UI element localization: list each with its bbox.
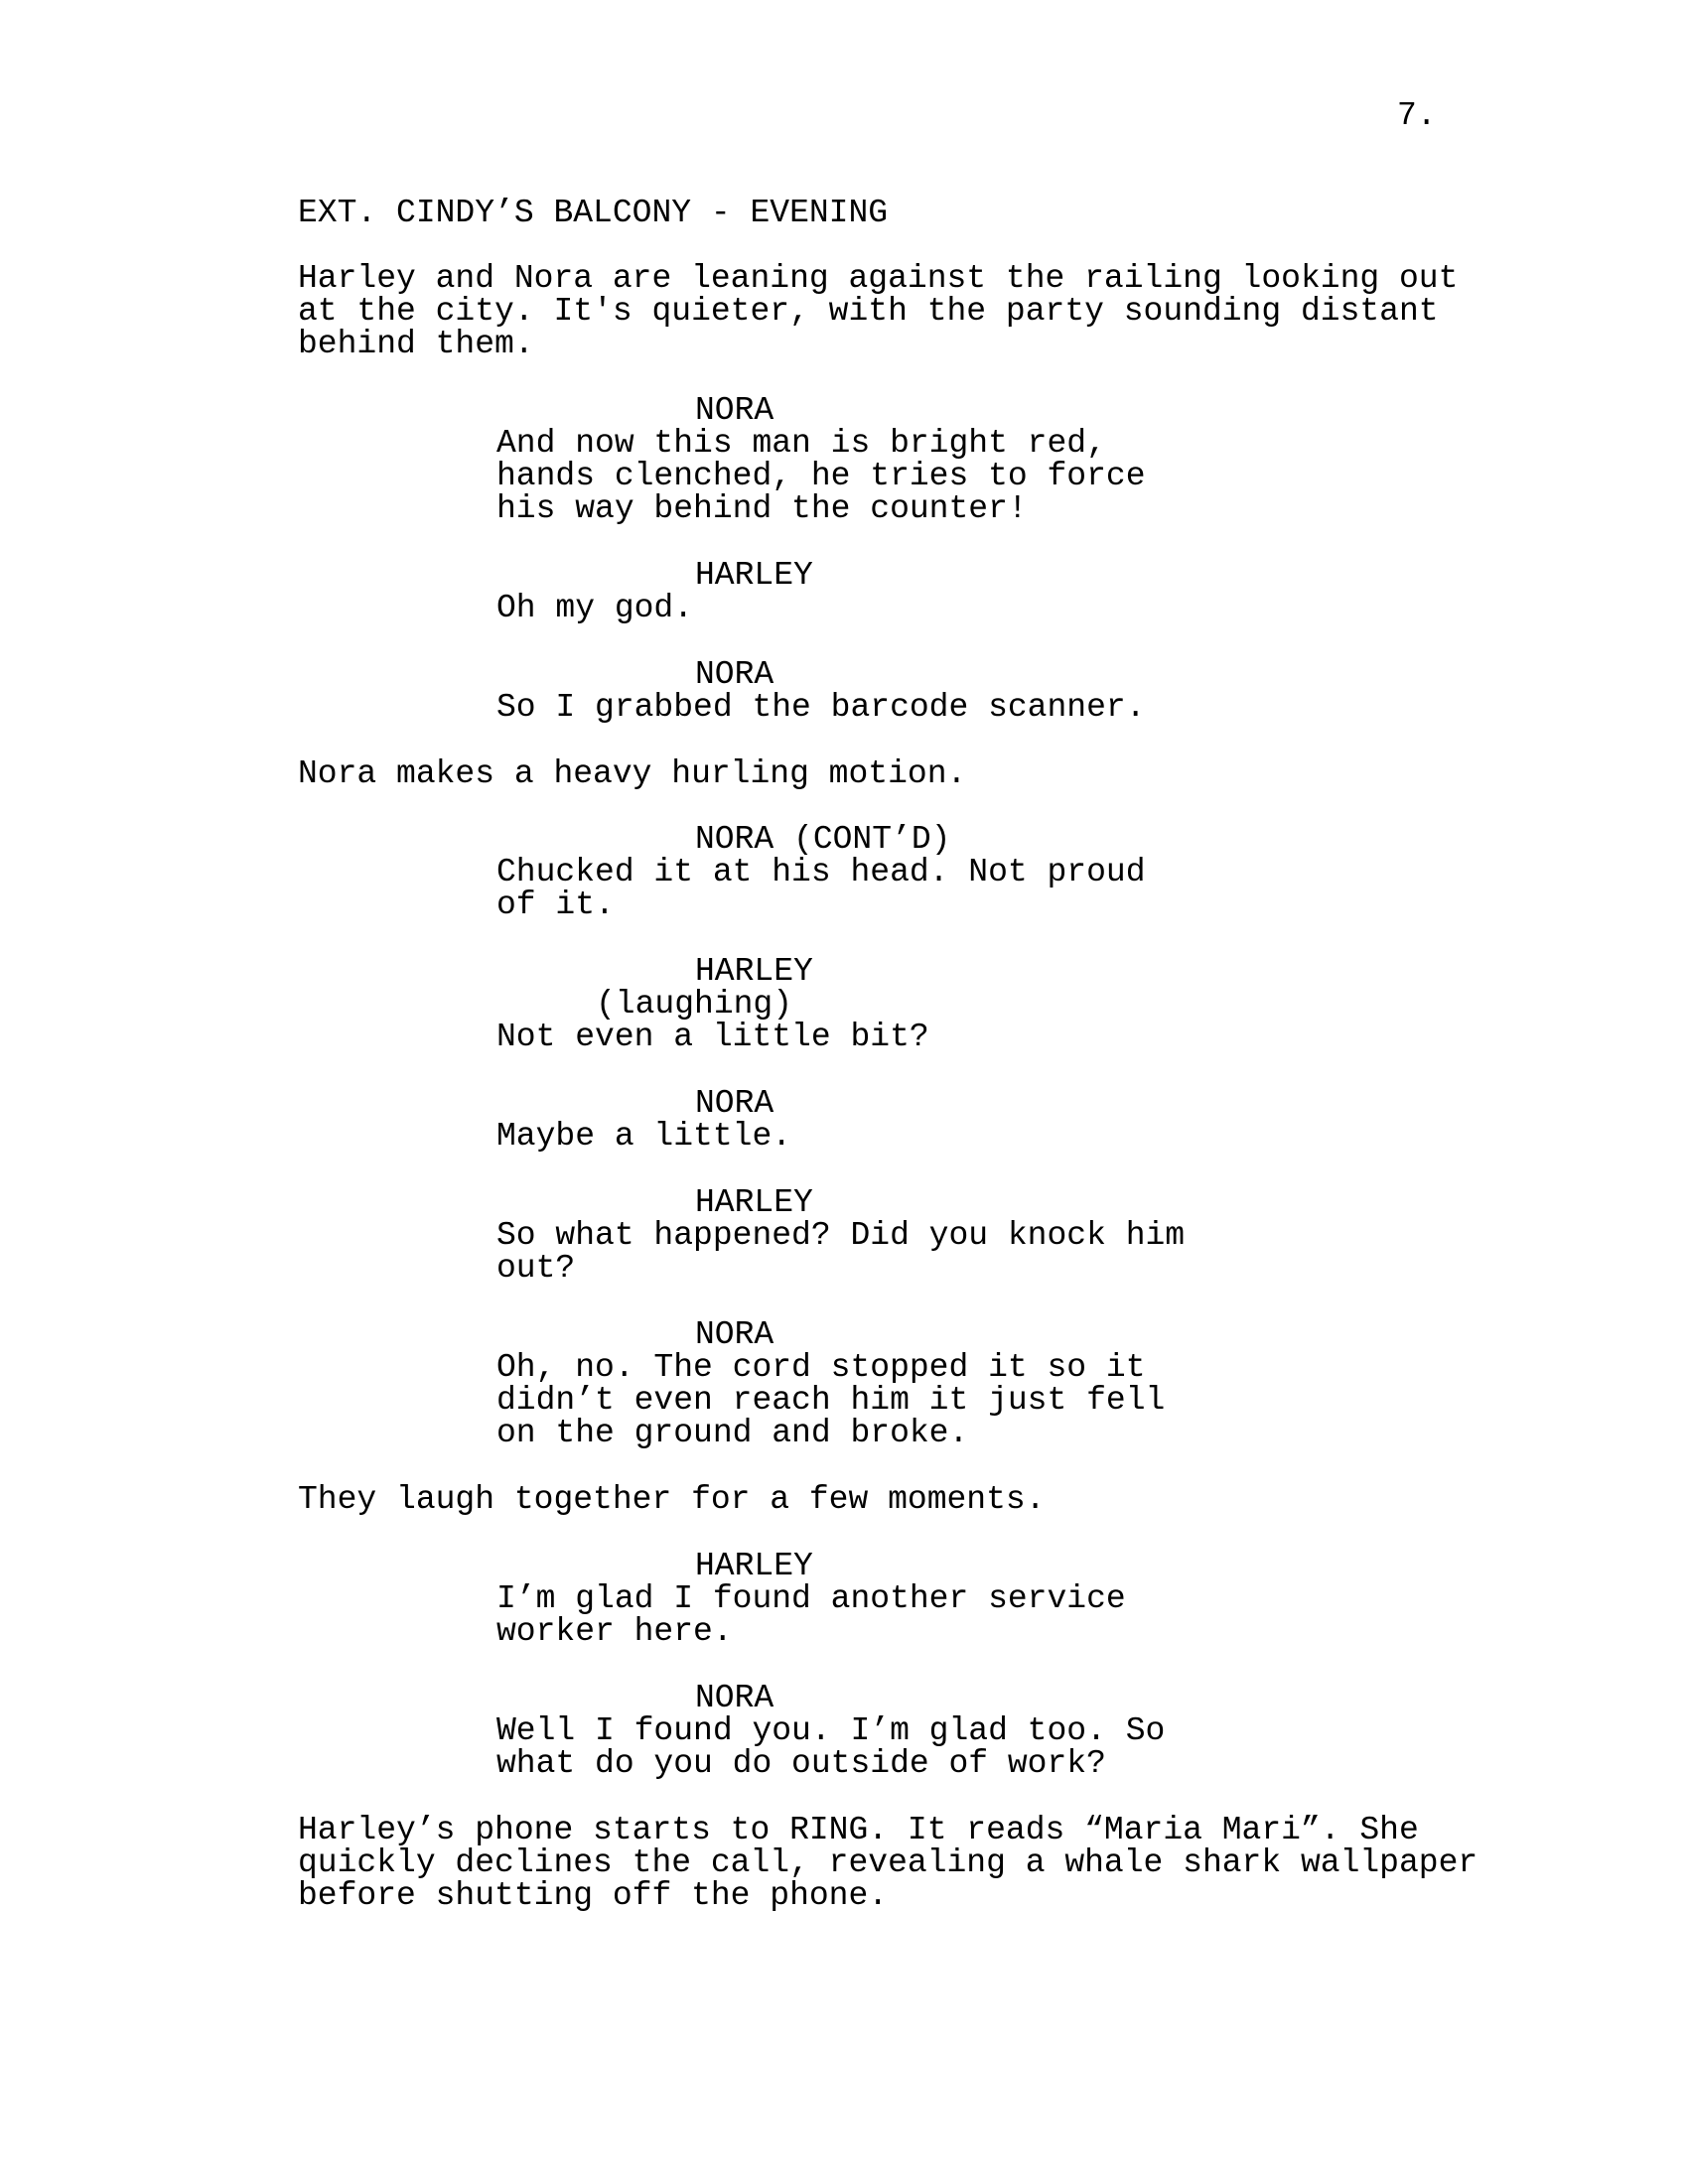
dialogue-line: Not even a little bit? bbox=[496, 1019, 929, 1055]
action-description: Harley and Nora are leaning against the railing looking out at the city. It's quieter, with the party sounding distant behind them. bbox=[298, 260, 1459, 362]
character-name: NORA (CONT’D) bbox=[695, 821, 951, 858]
dialogue-line: Oh my god. bbox=[496, 590, 694, 626]
character-name: NORA bbox=[695, 1316, 774, 1353]
character-name: NORA bbox=[695, 656, 774, 693]
dialogue-line: Well I found you. I’m glad too. So what do you do outside of work? bbox=[496, 1712, 1166, 1782]
dialogue-line: Chucked it at his head. Not proud of it. bbox=[496, 854, 1146, 923]
parenthetical: (laughing) bbox=[596, 986, 793, 1023]
dialogue-line: So I grabbed the barcode scanner. bbox=[496, 689, 1146, 726]
character-name: HARLEY bbox=[695, 557, 813, 594]
character-name: HARLEY bbox=[695, 953, 813, 990]
action-description: Harley’s phone starts to RING. It reads “Maria Mari”. She quickly declines the call, revealing a whale shark wallpaper before shutting off the phone. bbox=[298, 1812, 1478, 1914]
dialogue-line: So what happened? Did you knock him out? bbox=[496, 1217, 1186, 1287]
character-name: NORA bbox=[695, 1680, 774, 1716]
page-number: 7. bbox=[1397, 97, 1437, 134]
dialogue-line: Oh, no. The cord stopped it so it didn’t even reach him it just fell on the ground and broke. bbox=[496, 1349, 1166, 1451]
scene-heading: EXT. CINDY’S BALCONY - EVENING bbox=[298, 195, 889, 231]
dialogue-line: I’m glad I found another service worker here. bbox=[496, 1580, 1126, 1650]
character-name: HARLEY bbox=[695, 1184, 813, 1221]
action-description: Nora makes a heavy hurling motion. bbox=[298, 755, 967, 792]
action-description: They laugh together for a few moments. bbox=[298, 1481, 1046, 1518]
dialogue-line: And now this man is bright red, hands clenched, he tries to force his way behind the counter! bbox=[496, 425, 1146, 527]
character-name: NORA bbox=[695, 1085, 774, 1122]
character-name: HARLEY bbox=[695, 1548, 813, 1584]
character-name: NORA bbox=[695, 392, 774, 429]
dialogue-line: Maybe a little. bbox=[496, 1118, 792, 1155]
